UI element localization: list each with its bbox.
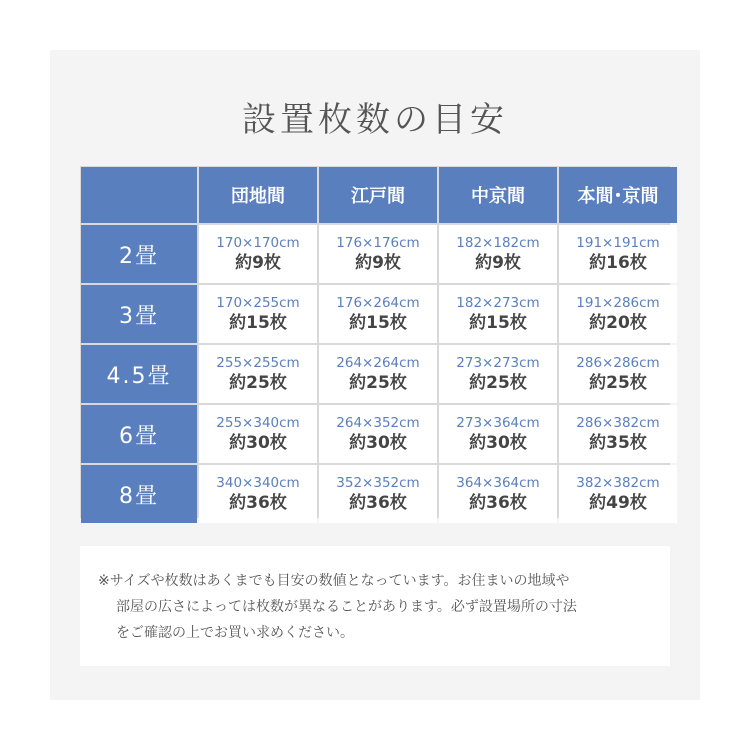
- count-value: 約36枚: [469, 493, 527, 513]
- table-cell: [199, 225, 317, 283]
- column-header-chukyoma: 中京間: [439, 167, 557, 223]
- row-header-4-5jo: 4.5畳: [81, 345, 197, 403]
- size-value: 170×255cm: [216, 295, 300, 311]
- size-value: 191×191cm: [576, 235, 660, 251]
- count-value: 約15枚: [229, 313, 287, 333]
- count-value: 約25枚: [229, 373, 287, 393]
- count-value: 約20枚: [589, 313, 647, 333]
- page-title: 設置枚数の目安: [242, 100, 508, 140]
- count-value: 約35枚: [589, 433, 647, 453]
- size-value: 182×182cm: [456, 235, 540, 251]
- count-value: 約25枚: [469, 373, 527, 393]
- size-value: 364×364cm: [456, 475, 540, 491]
- size-value: 286×286cm: [576, 355, 660, 371]
- row-header-3jo: 3畳: [81, 285, 197, 343]
- count-value: 約30枚: [469, 433, 527, 453]
- table-cell: [559, 465, 677, 523]
- table-cell: [439, 405, 557, 463]
- size-value: 264×264cm: [336, 355, 420, 371]
- count-value: 約9枚: [475, 253, 521, 273]
- table-cell: [199, 405, 317, 463]
- column-header-danchima: 団地間: [199, 167, 317, 223]
- size-value: 382×382cm: [576, 475, 660, 491]
- note-line-1: ※サイズや枚数はあくまでも目安の数値となっています。お住まいの地域や: [98, 573, 570, 589]
- size-value: 191×286cm: [576, 295, 660, 311]
- row-header-2jo: 2畳: [81, 225, 197, 283]
- size-value: 176×176cm: [336, 235, 420, 251]
- size-value: 286×382cm: [576, 415, 660, 431]
- table-cell: [319, 285, 437, 343]
- size-value: 255×255cm: [216, 355, 300, 371]
- count-value: 約49枚: [589, 493, 647, 513]
- size-value: 182×273cm: [456, 295, 540, 311]
- count-value: 約36枚: [349, 493, 407, 513]
- count-value: 約15枚: [469, 313, 527, 333]
- row-header-8jo: 8畳: [81, 465, 197, 523]
- size-value: 264×352cm: [336, 415, 420, 431]
- disclaimer-note: [80, 546, 670, 666]
- table-cell: [199, 465, 317, 523]
- size-value: 340×340cm: [216, 475, 300, 491]
- count-value: 約9枚: [355, 253, 401, 273]
- table-cell: [319, 345, 437, 403]
- table-cell: [439, 285, 557, 343]
- size-value: 255×340cm: [216, 415, 300, 431]
- table-cell: [199, 285, 317, 343]
- table-cell: [319, 465, 437, 523]
- table-corner-cell: [81, 167, 197, 223]
- size-value: 273×273cm: [456, 355, 540, 371]
- table-cell: [559, 345, 677, 403]
- count-value: 約25枚: [349, 373, 407, 393]
- size-value: 176×264cm: [336, 295, 420, 311]
- size-value: 273×364cm: [456, 415, 540, 431]
- table-cell: [439, 225, 557, 283]
- note-line-2: 部屋の広さによっては枚数が異なることがあります。必ず設置場所の寸法: [116, 599, 577, 615]
- table-cell: [439, 465, 557, 523]
- count-value: 約16枚: [589, 253, 647, 273]
- column-header-edoma: 江戸間: [319, 167, 437, 223]
- count-value: 約9枚: [235, 253, 281, 273]
- note-line-3: をご確認の上でお買い求めください。: [116, 625, 354, 641]
- table-cell: [559, 285, 677, 343]
- table-cell: [319, 225, 437, 283]
- table-cell: [199, 345, 317, 403]
- row-header-6jo: 6畳: [81, 405, 197, 463]
- table-cell: [559, 405, 677, 463]
- size-value: 170×170cm: [216, 235, 300, 251]
- count-value: 約25枚: [589, 373, 647, 393]
- column-header-honma-kyoma: 本間･京間: [559, 167, 677, 223]
- count-value: 約30枚: [229, 433, 287, 453]
- count-value: 約30枚: [349, 433, 407, 453]
- table-cell: [559, 225, 677, 283]
- count-value: 約36枚: [229, 493, 287, 513]
- size-value: 352×352cm: [336, 475, 420, 491]
- table-cell: [439, 345, 557, 403]
- size-table: [80, 166, 670, 518]
- table-cell: [319, 405, 437, 463]
- count-value: 約15枚: [349, 313, 407, 333]
